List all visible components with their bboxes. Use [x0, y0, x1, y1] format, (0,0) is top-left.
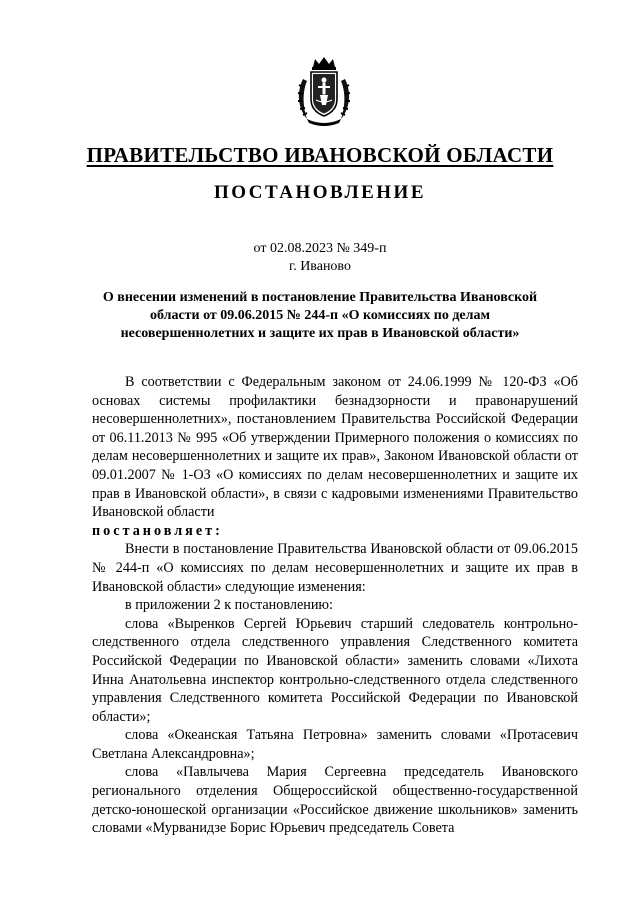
resolves-line	[92, 522, 578, 541]
document-date-number: от 02.08.2023 № 349-п	[253, 241, 387, 256]
document-city: г. Иваново	[289, 259, 351, 274]
body-paragraph: слова «Океанская Татьяна Петровна» заменить словами «Протасевич Светлана Александровна»;	[92, 727, 578, 762]
government-title: ПРАВИТЕЛЬСТВО ИВАНОВСКОЙ ОБЛАСТИ	[86, 143, 554, 167]
body-paragraph: слова «Выренков Сергей Юрьевич старший следователь контрольно-следственного отдела следственного управления Следственного комитета Российской Федерации по Ивановской области» заменить словами «Лихота Инна Анатольевна инспектор контрольно-следственного отдела следственного управления Следственного комитета Российской Федерации по Ивановской области»;	[92, 615, 578, 725]
coat-of-arms-icon	[293, 55, 355, 127]
body-paragraph: слова «Павлычева Мария Сергеевна председатель Ивановского регионального отделения Общероссийской общественно-государственной детско-юношеской организации «Российское движение школьников» заменить словами «Мурванидзе Борис Юрьевич председатель Совета	[92, 764, 578, 837]
document-body	[92, 373, 578, 838]
resolves-word: постановляет:	[92, 522, 223, 539]
document-subject: О внесении изменений в постановление Правительства Ивановской области от 09.06.2015 № 244-п «О комиссиях по делам несовершеннолетних и защите их прав в Ивановской области»	[102, 290, 538, 341]
preamble-paragraph: В соответствии с Федеральным законом от 24.06.1999 № 120-ФЗ «Об основах системы профилактики безнадзорности и правонарушений несовершеннолетних», постановлением Правительства Российской Федерации от 06.11.2013 № 995 «Об утверждении Примерного положения о комиссиях по делам несовершеннолетних и защите их прав», Законом Ивановской области от 09.01.2007 № 1-ОЗ «О комиссиях по делам несовершеннолетних и защите их прав в Ивановской области», в связи с кадровыми изменениями Правительство Ивановской области	[92, 374, 578, 521]
body-paragraph: Внести в постановление Правительства Ивановской области от 09.06.2015 № 244-п «О комиссиях по делам несовершеннолетних и защите их прав в Ивановской области» следующие изменения:	[92, 541, 578, 595]
body-paragraph: в приложении 2 к постановлению:	[125, 597, 333, 614]
document-type: ПОСТАНОВЛЕНИЕ	[213, 182, 427, 203]
